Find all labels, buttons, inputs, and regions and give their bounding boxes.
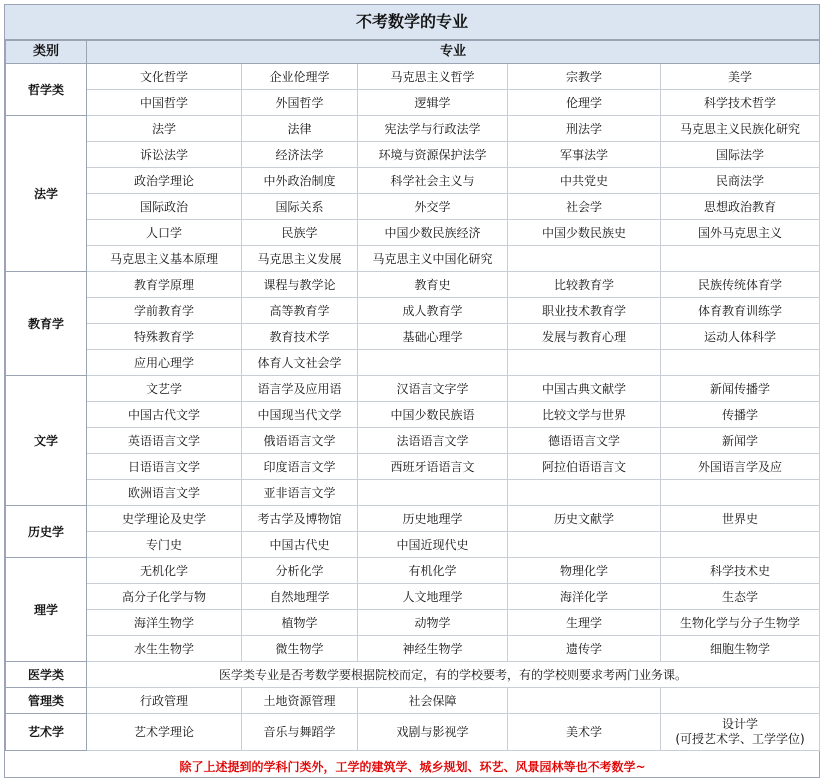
major-cell: 土地资源管理 <box>242 688 358 714</box>
major-cell: 运动人体科学 <box>661 324 820 350</box>
major-cell: 基础心理学 <box>358 324 508 350</box>
major-cell: 中国现当代文学 <box>242 402 358 428</box>
header-major: 专业 <box>87 41 820 64</box>
major-cell: 法律 <box>242 116 358 142</box>
table-row <box>6 662 820 688</box>
major-cell: 伦理学 <box>508 90 661 116</box>
major-cell: 高等教育学 <box>242 298 358 324</box>
category-cell: 管理类 <box>6 688 87 714</box>
major-cell: 环境与资源保护法学 <box>358 142 508 168</box>
major-cell: 行政管理 <box>87 688 242 714</box>
major-cell: 海洋化学 <box>508 584 661 610</box>
major-cell: 动物学 <box>358 610 508 636</box>
major-cell: 企业伦理学 <box>242 64 358 90</box>
major-cell <box>661 532 820 558</box>
major-cell: 民商法学 <box>661 168 820 194</box>
category-cell: 艺术学 <box>6 714 87 751</box>
major-cell: 生理学 <box>508 610 661 636</box>
table-row <box>6 220 820 246</box>
major-cell: 外国哲学 <box>242 90 358 116</box>
table-row <box>6 584 820 610</box>
major-cell: 文艺学 <box>87 376 242 402</box>
major-cell: 中国古典文献学 <box>508 376 661 402</box>
major-cell: 发展与教育心理 <box>508 324 661 350</box>
major-cell <box>661 246 820 272</box>
major-cell: 海洋生物学 <box>87 610 242 636</box>
table-row <box>6 402 820 428</box>
major-cell: 法学 <box>87 116 242 142</box>
major-cell: 课程与教学论 <box>242 272 358 298</box>
major-cell <box>661 480 820 506</box>
header-row <box>6 41 820 64</box>
major-cell: 历史地理学 <box>358 506 508 532</box>
major-cell: 美学 <box>661 64 820 90</box>
major-cell: 特殊教育学 <box>87 324 242 350</box>
major-cell <box>661 688 820 714</box>
major-cell: 科学技术哲学 <box>661 90 820 116</box>
major-cell: 有机化学 <box>358 558 508 584</box>
major-cell: 新闻学 <box>661 428 820 454</box>
major-cell: 艺术学理论 <box>87 714 242 751</box>
major-cell: 俄语语言文学 <box>242 428 358 454</box>
major-cell: 神经生物学 <box>358 636 508 662</box>
major-cell: 生物化学与分子生物学 <box>661 610 820 636</box>
major-cell <box>508 350 661 376</box>
table-row <box>6 636 820 662</box>
major-cell <box>508 246 661 272</box>
major-cell: 人文地理学 <box>358 584 508 610</box>
major-cell: 思想政治教育 <box>661 194 820 220</box>
major-cell: 宪法学与行政法学 <box>358 116 508 142</box>
major-cell: 比较文学与世界 <box>508 402 661 428</box>
major-cell: 外国语言学及应 <box>661 454 820 480</box>
major-cell: 教育学原理 <box>87 272 242 298</box>
major-cell: 中外政治制度 <box>242 168 358 194</box>
major-cell: 比较教育学 <box>508 272 661 298</box>
footer-note: 除了上述提到的学科门类外，工学的建筑学、城乡规划、环艺、风景园林等也不考数学~ <box>179 759 646 774</box>
table-row <box>6 350 820 376</box>
major-cell <box>508 480 661 506</box>
major-cell: 民族传统体育学 <box>661 272 820 298</box>
major-cell: 音乐与舞蹈学 <box>242 714 358 751</box>
major-cell: 逻辑学 <box>358 90 508 116</box>
table-row <box>6 428 820 454</box>
major-cell: 专门史 <box>87 532 242 558</box>
category-cell: 文学 <box>6 376 87 506</box>
major-cell: 英语语言文学 <box>87 428 242 454</box>
major-cell: 中国近现代史 <box>358 532 508 558</box>
table-row <box>6 558 820 584</box>
table-row <box>6 298 820 324</box>
table-row <box>6 90 820 116</box>
major-cell <box>661 350 820 376</box>
category-cell: 医学类 <box>6 662 87 688</box>
major-cell: 国际政治 <box>87 194 242 220</box>
major-cell: 欧洲语言文学 <box>87 480 242 506</box>
major-cell: 分析化学 <box>242 558 358 584</box>
category-cell: 教育学 <box>6 272 87 376</box>
major-cell: 戏剧与影视学 <box>358 714 508 751</box>
major-cell: 世界史 <box>661 506 820 532</box>
major-cell: 新闻传播学 <box>661 376 820 402</box>
major-cell: 国外马克思主义 <box>661 220 820 246</box>
major-cell: 体育人文社会学 <box>242 350 358 376</box>
major-cell: 中共党史 <box>508 168 661 194</box>
major-cell: 阿拉伯语语言文 <box>508 454 661 480</box>
major-cell: 传播学 <box>661 402 820 428</box>
major-cell: 日语语言文学 <box>87 454 242 480</box>
major-cell <box>358 480 508 506</box>
table-row <box>6 532 820 558</box>
table-row <box>6 506 820 532</box>
major-cell: 马克思主义哲学 <box>358 64 508 90</box>
major-cell: 自然地理学 <box>242 584 358 610</box>
major-cell: 文化哲学 <box>87 64 242 90</box>
major-cell: 植物学 <box>242 610 358 636</box>
table-row <box>6 272 820 298</box>
major-cell: 社会学 <box>508 194 661 220</box>
major-cell: 物理化学 <box>508 558 661 584</box>
sheet-title: 不考数学的专业 <box>5 5 819 40</box>
major-cell: 民族学 <box>242 220 358 246</box>
table-row <box>6 688 820 714</box>
major-cell: 无机化学 <box>87 558 242 584</box>
table-row <box>6 454 820 480</box>
major-cell: 马克思主义民族化研究 <box>661 116 820 142</box>
major-cell: 生态学 <box>661 584 820 610</box>
major-cell: 中国少数民族经济 <box>358 220 508 246</box>
major-cell: 水生生物学 <box>87 636 242 662</box>
major-cell: 人口学 <box>87 220 242 246</box>
major-cell: 科学社会主义与 <box>358 168 508 194</box>
major-cell: 科学技术史 <box>661 558 820 584</box>
major-cell: 德语语言文学 <box>508 428 661 454</box>
table-row <box>6 480 820 506</box>
design-line-1: 设计学 <box>721 717 758 731</box>
major-cell: 体育教育训练学 <box>661 298 820 324</box>
major-cell: 宗教学 <box>508 64 661 90</box>
header-category: 类别 <box>6 41 87 64</box>
majors-table <box>5 40 820 782</box>
table-row <box>6 376 820 402</box>
major-cell: 职业技术教育学 <box>508 298 661 324</box>
major-cell-design <box>661 714 820 751</box>
table-row <box>6 194 820 220</box>
major-cell: 成人教育学 <box>358 298 508 324</box>
major-cell: 印度语言文学 <box>242 454 358 480</box>
majors-sheet <box>4 4 820 778</box>
major-cell: 考古学及博物馆 <box>242 506 358 532</box>
table-row <box>6 714 820 751</box>
major-cell: 法语语言文学 <box>358 428 508 454</box>
major-cell: 西班牙语语言文 <box>358 454 508 480</box>
major-cell: 经济法学 <box>242 142 358 168</box>
major-cell: 教育技术学 <box>242 324 358 350</box>
major-cell: 中国少数民族语 <box>358 402 508 428</box>
major-cell: 诉讼法学 <box>87 142 242 168</box>
major-cell: 细胞生物学 <box>661 636 820 662</box>
major-cell: 微生物学 <box>242 636 358 662</box>
table-row <box>6 168 820 194</box>
table-row <box>6 610 820 636</box>
design-line-2: (可授艺术学、工学学位) <box>675 732 805 746</box>
major-cell: 汉语言文字学 <box>358 376 508 402</box>
major-cell: 中国古代史 <box>242 532 358 558</box>
major-cell: 历史文献学 <box>508 506 661 532</box>
major-cell: 中国哲学 <box>87 90 242 116</box>
category-cell: 理学 <box>6 558 87 662</box>
category-cell: 法学 <box>6 116 87 272</box>
table-row <box>6 142 820 168</box>
major-cell: 史学理论及史学 <box>87 506 242 532</box>
major-cell: 高分子化学与物 <box>87 584 242 610</box>
table-row <box>6 64 820 90</box>
major-cell: 马克思主义基本原理 <box>87 246 242 272</box>
major-cell: 中国少数民族史 <box>508 220 661 246</box>
major-cell: 亚非语言文学 <box>242 480 358 506</box>
major-cell: 语言学及应用语 <box>242 376 358 402</box>
major-cell: 国际法学 <box>661 142 820 168</box>
major-cell: 教育史 <box>358 272 508 298</box>
table-row <box>6 324 820 350</box>
major-cell <box>508 532 661 558</box>
major-cell: 学前教育学 <box>87 298 242 324</box>
major-cell: 外交学 <box>358 194 508 220</box>
major-cell <box>508 688 661 714</box>
major-cell: 国际关系 <box>242 194 358 220</box>
major-cell: 中国古代文学 <box>87 402 242 428</box>
category-cell: 哲学类 <box>6 64 87 116</box>
majors-table-body <box>6 41 820 782</box>
table-row <box>6 116 820 142</box>
major-cell: 政治学理论 <box>87 168 242 194</box>
major-cell: 马克思主义发展 <box>242 246 358 272</box>
footer-row <box>6 751 820 782</box>
major-cell: 马克思主义中国化研究 <box>358 246 508 272</box>
major-cell: 美术学 <box>508 714 661 751</box>
category-cell: 历史学 <box>6 506 87 558</box>
major-cell: 应用心理学 <box>87 350 242 376</box>
table-row <box>6 246 820 272</box>
major-cell: 军事法学 <box>508 142 661 168</box>
medical-note: 医学类专业是否考数学要根据院校而定，有的学校要考，有的学校则要求考两门业务课。 <box>87 662 820 688</box>
major-cell <box>358 350 508 376</box>
major-cell: 刑法学 <box>508 116 661 142</box>
major-cell: 遗传学 <box>508 636 661 662</box>
major-cell: 社会保障 <box>358 688 508 714</box>
